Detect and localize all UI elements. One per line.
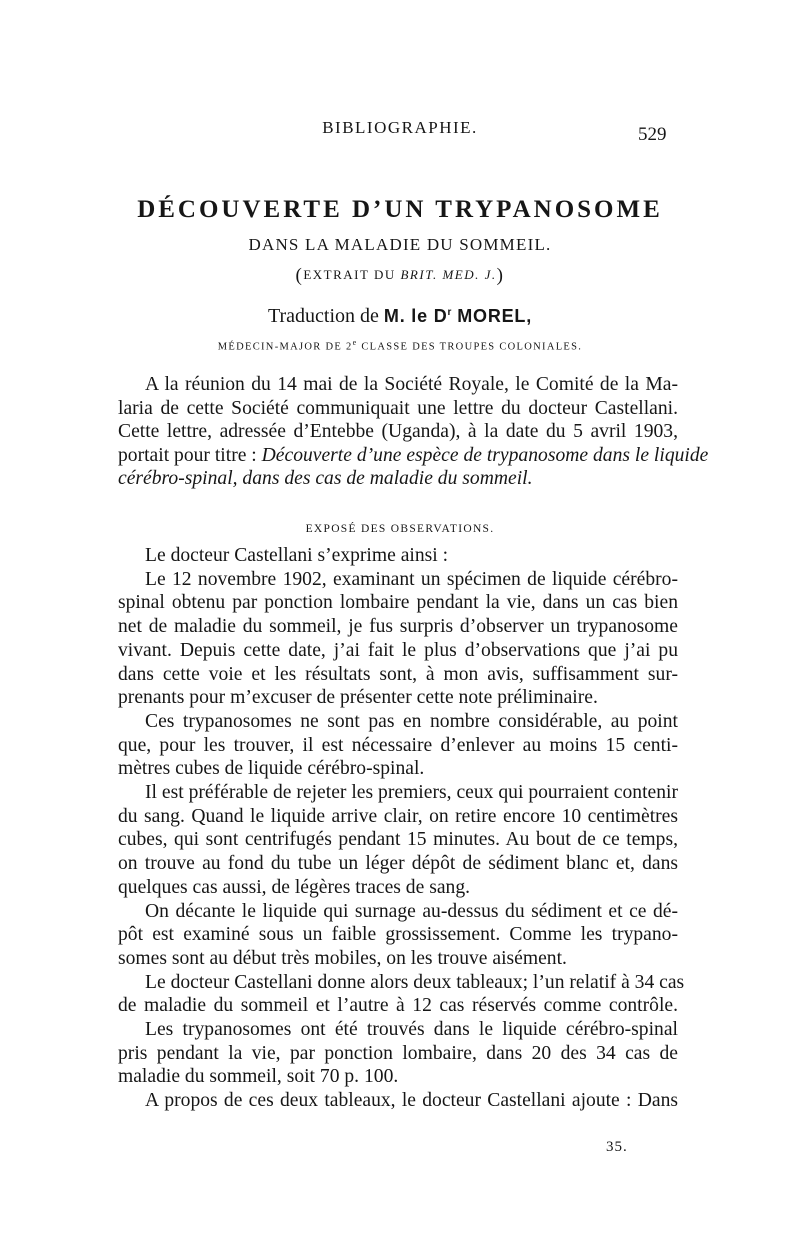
translator-title-text: M. le D	[383, 306, 448, 326]
text-line: Les trypanosomes ont été trouvés dans le liquide cérébro-spinal	[145, 1019, 678, 1040]
translator-name: MOREL,	[457, 306, 533, 326]
signature-mark: 35.	[606, 1139, 628, 1155]
translator-title-sup: r	[447, 307, 453, 318]
text-line: net de maladie du sommeil, je fus surpris d’observer un trypanosome	[118, 616, 678, 638]
text-line: Il est préférable de rejeter les premiers, ceux qui pourraient contenir	[145, 782, 678, 803]
text-line: que, pour les trouver, il est nécessaire d’enlever au moins 15 centi-	[118, 734, 678, 756]
text-line: cubes, qui sont centrifugés pendant 15 minutes. Au bout de ce temps,	[118, 829, 678, 851]
text-line: On décante le liquide qui surnage au-dessus du sédiment et ce dé-	[145, 900, 678, 922]
text-line: Le docteur Castellani s’exprime ainsi :	[145, 545, 449, 566]
affiliation-after: CLASSE DES TROUPES COLONIALES.	[357, 341, 583, 353]
text-line: Cette lettre, adressée d’Entebbe (Uganda), à la date du 5 avril 1903,	[118, 421, 678, 443]
article-title: DÉCOUVERTE D’UN TRYPANOSOME	[137, 196, 663, 223]
text-line: maladie du sommeil, soit 70 p. 100.	[118, 1066, 399, 1088]
section-heading: EXPOSÉ DES OBSERVATIONS.	[305, 523, 495, 535]
open-paren: (	[295, 265, 304, 286]
text-line: pris pendant la vie, par ponction lombaire, dans 20 des 34 cas de	[118, 1042, 678, 1064]
article-subtitle: DANS LA MALADIE DU SOMMEIL.	[248, 235, 552, 254]
translation-credit	[0, 305, 800, 328]
close-paren: )	[496, 265, 505, 286]
running-head: BIBLIOGRAPHIE.	[322, 118, 478, 137]
translation-prefix: Traduction de	[267, 305, 384, 327]
text-line: prenants pour m’excuser de présenter cette note préliminaire.	[118, 687, 598, 709]
text-line: de maladie du sommeil et l’autre à 12 cas réservés comme contrôle.	[118, 995, 678, 1017]
affiliation-before: MÉDECIN-MAJOR DE 2	[217, 341, 353, 353]
italic-title: Découverte d’une espèce de trypanosome dans le liquide	[261, 444, 709, 466]
text-line: quelques cas aussi, de légères traces de sang.	[118, 876, 471, 898]
text-line	[118, 443, 709, 468]
source-journal: BRIT. MED. J.	[400, 267, 497, 282]
page-number: 529	[638, 124, 667, 145]
text-line: laria de cette Société communiquait une lettre du docteur Castellani.	[118, 397, 678, 419]
text-line: A la réunion du 14 mai de la Société Royale, le Comité de la Ma-	[145, 374, 678, 395]
translator-affiliation	[0, 338, 800, 353]
affiliation-sup: e	[352, 338, 358, 347]
text-line: vivant. Depuis cette date, j’ai fait le plus d’observations que j’ai pu	[118, 639, 678, 661]
page-header	[0, 118, 800, 148]
text-line: on trouve au fond du tube un léger dépôt de sédiment blanc et, dans	[118, 853, 678, 875]
text-line: cérébro-spinal, dans des cas de maladie du sommeil.	[118, 468, 533, 490]
text-line: pôt est examiné sous un faible grossissement. Comme les trypano-	[118, 924, 678, 946]
text-line: A propos de ces deux tableaux, le docteur Castellani ajoute : Dans	[145, 1090, 678, 1112]
translator-title	[384, 306, 452, 326]
source-prefix: EXTRAIT DU	[303, 267, 401, 282]
text-line: du sang. Quand le liquide arrive clair, on retire encore 10 centimètres	[118, 805, 678, 827]
text-line: mètres cubes de liquide cérébro-spinal.	[118, 758, 425, 780]
line-lead: portait pour titre :	[118, 444, 262, 466]
text-line: Ces trypanosomes ne sont pas en nombre considérable, au point	[145, 710, 678, 732]
text-line: dans cette voie et les résultats sont, à mon avis, suffisamment sur-	[118, 663, 678, 685]
source-note	[0, 265, 800, 287]
text-line: somes sont au début très mobiles, on les trouve aisément.	[118, 947, 567, 969]
text-line: spinal obtenu par ponction lombaire pendant la vie, dans un cas bien	[118, 592, 678, 614]
text-line: Le 12 novembre 1902, examinant un spécimen de liquide cérébro-	[145, 568, 678, 590]
text-line: Le docteur Castellani donne alors deux tableaux; l’un relatif à 34 cas	[145, 971, 685, 993]
